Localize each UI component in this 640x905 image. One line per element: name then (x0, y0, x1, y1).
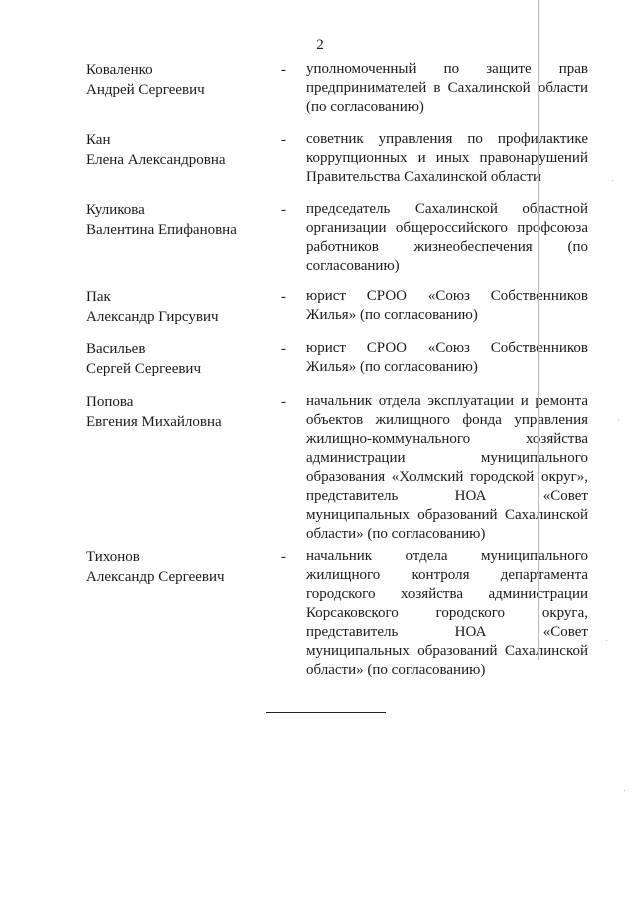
member-given-names: Александр Сергеевич (86, 569, 225, 585)
member-surname: Васильев (86, 341, 146, 357)
member-name (86, 200, 266, 240)
scan-speck (618, 420, 619, 421)
scan-artifact-line (538, 0, 539, 660)
separator-dash: - (281, 549, 286, 565)
member-surname: Попова (86, 394, 134, 410)
member-surname: Тихонов (86, 549, 140, 565)
member-surname: Кан (86, 132, 111, 148)
member-surname: Пак (86, 289, 111, 305)
member-name (86, 392, 266, 432)
separator-dash: - (281, 394, 286, 410)
member-name (86, 547, 266, 587)
scan-speck (612, 180, 613, 181)
member-given-names: Сергей Сергеевич (86, 361, 202, 377)
separator-dash: - (281, 289, 286, 305)
member-name (86, 339, 266, 379)
member-role: начальник отдела эксплуатации и ремонта объектов жилищного фонда управления жилищно-коммунального хозяйства администрации муниципального образования «Холмский городской округ», представитель НОА «Совет муниципальных образований Сахалинской области» (по согласованию) (306, 393, 588, 542)
separator-dash: - (281, 132, 286, 148)
member-role: председатель Сахалинской областной организации общероссийского профсоюза работников жизнеобеспечения (по согласованию) (306, 201, 588, 274)
member-name (86, 130, 266, 170)
member-role: начальник отдела муниципального жилищного контроля департамента городского хозяйства администрации Корсаковского городского округа, представитель НОА «Совет муниципальных образований Сахалинской области» (по согласованию) (306, 548, 588, 678)
member-name (86, 60, 266, 100)
member-given-names: Елена Александровна (86, 152, 226, 168)
scan-speck (624, 790, 625, 791)
separator-dash: - (281, 341, 286, 357)
member-role: советник управления по профилактике коррупционных и иных правонарушений Правительства Сахалинской области (306, 131, 588, 185)
member-given-names: Евгения Михайловна (86, 414, 222, 430)
separator-dash: - (281, 62, 286, 78)
member-given-names: Александр Гирсувич (86, 309, 219, 325)
page-number: 2 (316, 37, 324, 53)
separator-dash: - (281, 202, 286, 218)
member-surname: Куликова (86, 202, 145, 218)
member-surname: Коваленко (86, 62, 153, 78)
member-role: уполномоченный по защите прав предпринимателей в Сахалинской области (по согласованию) (306, 61, 588, 115)
member-role: юрист СРОО «Союз Собственников Жилья» (по согласованию) (306, 340, 588, 375)
member-given-names: Андрей Сергеевич (86, 82, 205, 98)
closing-rule (266, 712, 386, 713)
scan-speck (606, 640, 607, 641)
member-role: юрист СРОО «Союз Собственников Жилья» (по согласованию) (306, 288, 588, 323)
member-given-names: Валентина Епифановна (86, 222, 237, 238)
member-name (86, 287, 266, 327)
